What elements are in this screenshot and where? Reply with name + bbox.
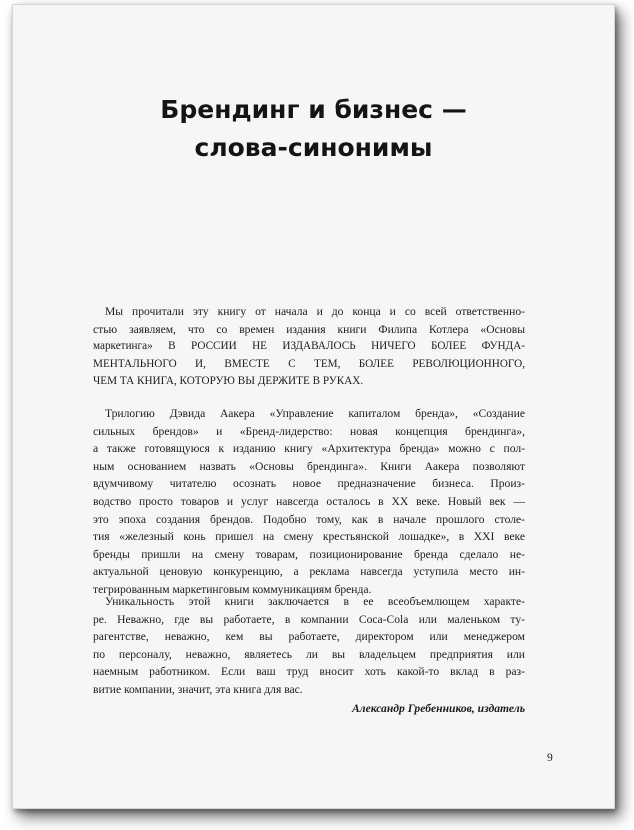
text-line: стью заявляем, что со времен издания книги Филипа Котлера «Основы	[93, 322, 525, 336]
text-line: водство просто товаров и услуг навсегда осталось в XX веке. Новый век —	[93, 494, 525, 508]
text-line: вдумчивому читателю осознать новое предназначение бизнеса. Произ-	[93, 477, 525, 491]
page-number: 9	[547, 751, 553, 764]
text-line: ным основанием назвать «Основы брендинга». Книги Аакера позволяют	[93, 459, 525, 473]
text-line: это эпоха создания брендов. Подобно тому, как в начале прошлого столе-	[93, 512, 525, 526]
text-line: бренды пришли на смену товарам, позиционирование бренда сделало не-	[93, 547, 525, 561]
text-line: Мы прочитали эту книгу от начала и до конца и со всей ответственно-	[105, 305, 525, 318]
text-line: МЕНТАЛЬНОГО И, ВМЕСТЕ С ТЕМ, БОЛЕЕ РЕВОЛЮЦИОННОГО,	[93, 357, 525, 370]
text-line: наемным работником. Если ваш труд вносит хоть какой-то вклад в раз-	[93, 665, 525, 679]
page-title	[13, 91, 614, 167]
text-line: рагентстве, неважно, кем вы работаете, директором или менеджером	[93, 630, 525, 644]
text-line: ре. Неважно, где вы работаете, в компании Coca-Cola или маленьком ту-	[93, 612, 525, 626]
text-line: сильных брендов» и «Бренд-лидерство: новая концепция брендинга»,	[93, 424, 525, 438]
text-line: Трилогию Дэвида Аакера «Управление капиталом бренда», «Создание	[105, 407, 525, 420]
text-line: маркетинга» В РОССИИ НЕ ИЗДАВАЛОСЬ НИЧЕГО БОЛЕЕ ФУНДА-	[93, 340, 525, 353]
text-line: а также готовящуюся к изданию книгу «Архитектура бренда» можно с пол-	[93, 442, 525, 456]
text-line: тегрированным маркетинговым коммуникациям бренда.	[93, 582, 372, 596]
paragraph-uniqueness	[93, 593, 525, 699]
text-line: Уникальность этой книги заключается в ее всеобъемлющем характе-	[105, 595, 525, 608]
title-line: Брендинг и бизнес —	[160, 95, 467, 124]
paragraph-intro	[93, 303, 525, 391]
text-line: по персоналу, неважно, являетесь ли вы владельцем предприятия или	[93, 647, 525, 661]
title-line: слова-синонимы	[194, 133, 433, 162]
text-line: актуальной ценовую конкуренцию, а реклама навсегда уступила место ин-	[93, 565, 525, 579]
book-page	[12, 4, 615, 809]
publisher-signature: Александр Гребенников, издатель	[351, 702, 525, 715]
text-line: ЧЕМ ТА КНИГА, КОТОРУЮ ВЫ ДЕРЖИТЕ В РУКАХ.	[93, 375, 364, 388]
text-line: витие компании, значит, эта книга для вас.	[93, 682, 303, 696]
paragraph-aaker	[93, 405, 525, 599]
text-line: тия «железный конь пришел на смену крестьянской лошадке», в XXI веке	[93, 530, 525, 544]
